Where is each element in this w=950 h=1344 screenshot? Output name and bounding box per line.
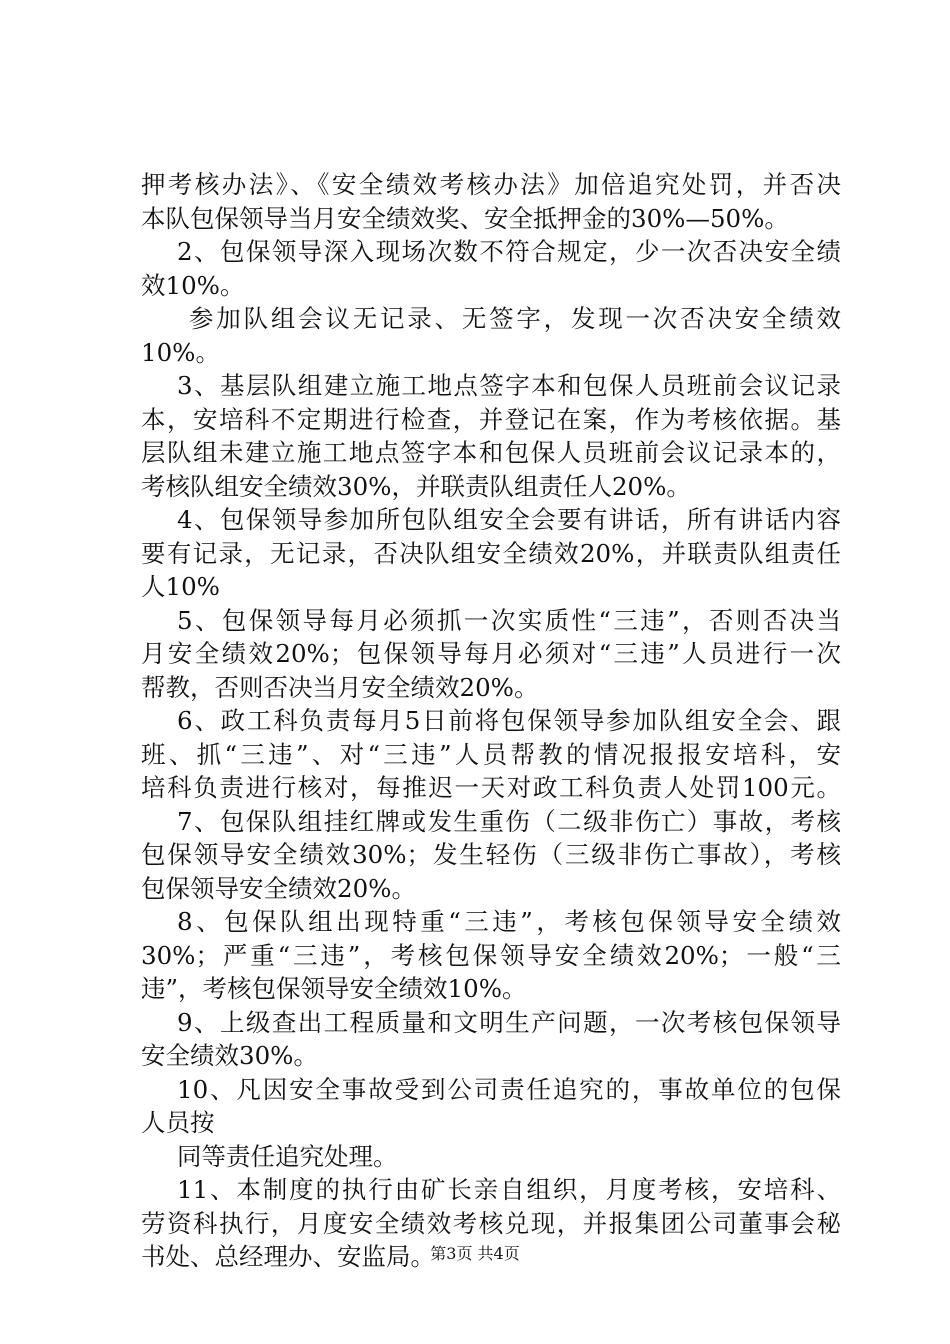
document-body [141,168,841,1274]
text-line: 押考核办法》、《安全绩效考核办法》加倍追究处罚，并否决 [141,170,841,199]
text-line: 9、上级查出工程质量和文明生产问题，一次考核包保领导 [177,1007,841,1037]
text-line: 月安全绩效20%；包保领导每月必须对“三违”人员进行一次 [141,639,841,668]
text-line: 考核队组安全绩效30%，并联责队组责任人20%。 [141,471,691,501]
text-line: 3、基层队组建立施工地点签字本和包保人员班前会议记录 [177,371,841,400]
text-line: 人员按 [141,1108,215,1137]
text-line: 违”，考核包保领导安全绩效10%。 [141,974,527,1003]
page-number-footer: 第3页 共4页 [430,1244,520,1263]
text-line: 10%。 [141,337,220,367]
text-line: 参加队组会议无记录、无签字，发现一次否决安全绩效 [189,304,841,333]
text-line: 10、凡因安全事故受到公司责任追究的，事故单位的包保 [177,1074,841,1104]
text-line: 劳资科执行，月度安全绩效考核兑现，并报集团公司董事会秘 [141,1208,841,1238]
text-line: 同等责任追究处理。 [177,1141,398,1171]
text-line: 30%；严重“三违”，考核包保领导安全绩效20%；一般“三 [141,940,841,970]
text-line: 帮教，否则否决当月安全绩效20%。 [141,672,539,702]
text-line: 本队包保领导当月安全绩效奖、安全抵押金的30%—50%。 [141,203,789,233]
text-line: 8、包保队组出现特重“三违”，考核包保领导安全绩效 [177,907,841,936]
text-line: 安全绩效30%。 [141,1041,318,1070]
text-line: 层队组未建立施工地点签字本和包保人员班前会议记录本的， [141,438,841,467]
text-line: 本，安培科不定期进行检查，并登记在案，作为考核依据。基 [141,404,841,434]
text-line: 书处、总经理办、安监局。 [141,1242,435,1271]
text-line: 培科负责进行核对，每推迟一天对政工科负责人处罚100元。 [141,773,841,802]
text-line: 班、抓“三违”、对“三违”人员帮教的情况报报安培科，安 [141,739,841,769]
text-line: 4、包保领导参加所包队组安全会要有讲话，所有讲话内容 [177,505,841,534]
text-line: 包保领导安全绩效20%。 [141,873,416,903]
text-line: 人10% [141,572,220,601]
text-line: 包保领导安全绩效30%；发生轻伤（三级非伤亡事故），考核 [141,840,841,869]
text-line: 11、本制度的执行由矿长亲自组织，月度考核，安培科、 [177,1175,841,1204]
text-line: 效10%。 [141,270,245,300]
text-line: 要有记录，无记录，否决队组安全绩效20%，并联责队组责任 [141,538,841,568]
text-line: 5、包保领导每月必须抓一次实质性“三违”，否则否决当 [177,605,841,635]
text-line: 2、包保领导深入现场次数不符合规定，少一次否决安全绩 [177,237,841,266]
text-line: 6、政工科负责每月5日前将包保领导参加队组安全会、跟 [177,706,841,735]
text-line: 7、包保队组挂红牌或发生重伤（二级非伤亡）事故，考核 [177,806,841,836]
